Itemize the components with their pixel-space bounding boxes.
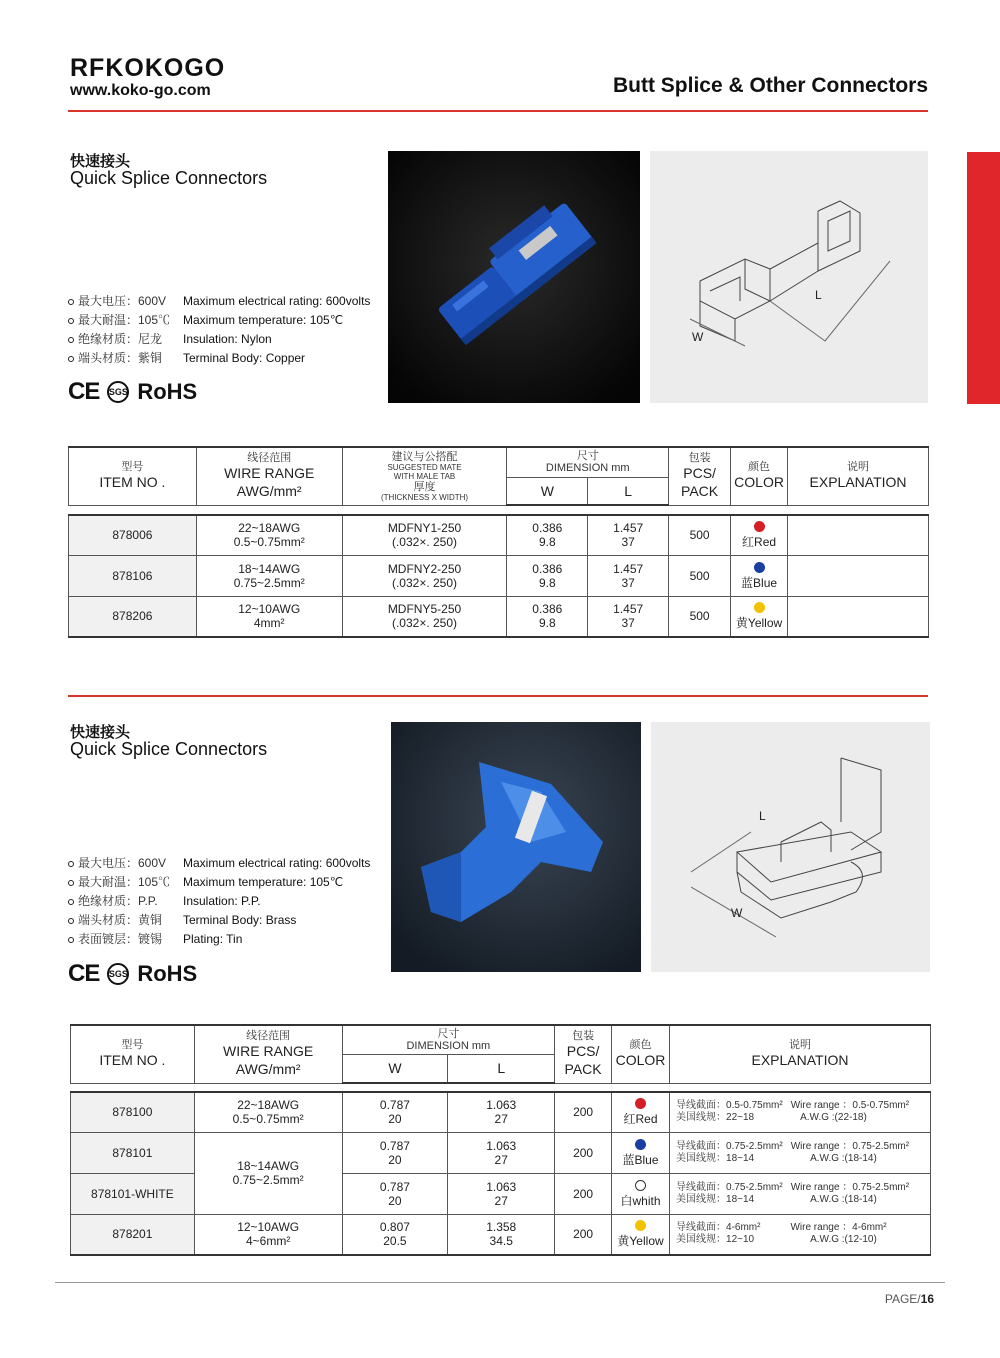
white-dot-icon: [635, 1180, 646, 1191]
rohs-mark: RoHS: [137, 379, 198, 404]
red-dot-icon: [635, 1098, 646, 1109]
page-number: PAGE/16: [884, 1292, 934, 1306]
ce-mark-icon: CE: [68, 960, 100, 987]
side-tab-marker: [967, 152, 1000, 404]
header-explanation: 说明 EXPLANATION: [788, 447, 929, 505]
section2-title-en: Quick Splice Connectors: [70, 739, 268, 759]
drawing-label-l: L: [815, 288, 822, 302]
sgs-mark-icon: SGS: [107, 381, 129, 403]
bullet-icon: [68, 299, 74, 305]
spec-item: 绝缘材质：尼龙 Insulation: Nylon: [68, 330, 370, 349]
bullet-icon: [68, 356, 74, 362]
spec-item: 最大电压：600V Maximum electrical rating: 600volts: [68, 292, 370, 311]
spec-item: 绝缘材质：P.P. Insulation: P.P.: [68, 892, 370, 911]
section2-spec-list: [68, 854, 370, 949]
bullet-icon: [68, 880, 74, 886]
spec-item: 表面镀层：镀锡 Plating: Tin: [68, 930, 370, 949]
bullet-icon: [68, 318, 74, 324]
table-row: 878206 12~10AWG 4mm² MDFNY5-250 (.032×. 250) 0.386 9.8 1.457 37 500 黄Yellow: [69, 596, 929, 637]
section1-technical-drawing: [650, 151, 928, 403]
spec-item: 端头材质：黄铜 Terminal Body: Brass: [68, 911, 370, 930]
sgs-mark-icon: SGS: [107, 963, 129, 985]
table-row: 878101 18~14AWG 0.75~2.5mm² 0.787 20 1.063 27 200 蓝Blue 导线截面：0.75-2.5mm² Wire range ：0.75-2.5mm² 美国线规：18~14 A.W.G :(18-14): [71, 1132, 931, 1173]
header-dimension: 尺寸 DIMENSION mm: [342, 1025, 555, 1054]
spec-item: 端头材质：紫铜 Terminal Body: Copper: [68, 349, 370, 368]
drawing-label-w: W: [731, 906, 743, 920]
header-color: 颜色 COLOR: [731, 447, 788, 505]
section2-title-cn: 快速接头: [70, 724, 131, 741]
table-row: 878100 22~18AWG 0.5~0.75mm² 0.787 20 1.063 27 200 红Red 导线截面：0.5-0.75mm² Wire range ：0.5-0.75mm² 美国线规：22~18 A.W.G :(22-18): [71, 1092, 931, 1132]
header-suggested-mate: 建议与公搭配 SUGGESTED MATE WITH MALE TAB 厚度 (THICKNESS X WIDTH): [342, 447, 507, 505]
header-wire-range: 线径范围 WIRE RANGE AWG/mm²: [194, 1025, 342, 1083]
header-pack: 包装 PCS/ PACK: [669, 447, 731, 505]
ce-mark-icon: CE: [68, 378, 100, 405]
bullet-icon: [68, 899, 74, 905]
page-title: Butt Splice & Other Connectors: [612, 74, 928, 97]
section2-technical-drawing: [651, 722, 930, 972]
header-divider: [68, 110, 928, 112]
section1-title-en: Quick Splice Connectors: [70, 168, 268, 188]
bullet-icon: [68, 337, 74, 343]
header-explanation: 说明 EXPLANATION: [670, 1025, 931, 1083]
spec-item: 最大耐温：105℃ Maximum temperature: 105℃: [68, 873, 370, 892]
bullet-icon: [68, 937, 74, 943]
header-item: 型号 ITEM NO .: [69, 447, 197, 505]
header-dimension: 尺寸 DIMENSION mm: [507, 447, 669, 477]
table-row: 878101-WHITE 0.787 20 1.063 27 200 白whith 导线截面：0.75-2.5mm² Wire range ：0.75-2.5mm² 美国线规：18~14 A.W.G :(18-14): [71, 1173, 931, 1214]
bullet-icon: [68, 918, 74, 924]
header-color: 颜色 COLOR: [612, 1025, 670, 1083]
section2-spec-table: [70, 1024, 931, 1256]
table-row: 878106 18~14AWG 0.75~2.5mm² MDFNY2-250 (.032×. 250) 0.386 9.8 1.457 37 500 蓝Blue: [69, 555, 929, 596]
header-dim-w: W: [342, 1054, 448, 1083]
header-pack: 包装 PCS/ PACK: [555, 1025, 612, 1083]
section2-product-photo: [391, 722, 641, 972]
section1-spec-table: [68, 446, 929, 638]
table-row: 878201 12~10AWG 4~6mm² 0.807 20.5 1.358 34.5 200 黄Yellow 导线截面：4-6mm² Wire range ：4-6mm² 美国线规：12~10 A.W.G :(12-10): [71, 1214, 931, 1255]
section1-certifications: [68, 378, 197, 406]
yellow-dot-icon: [635, 1220, 646, 1231]
section1-title-cn: 快速接头: [70, 153, 131, 170]
website-url: www.koko-go.com: [70, 82, 211, 99]
header-dim-w: W: [507, 477, 588, 505]
yellow-dot-icon: [754, 602, 765, 613]
bullet-icon: [68, 861, 74, 867]
section1-product-photo: [388, 151, 640, 403]
drawing-label-w: W: [692, 330, 704, 344]
rohs-mark: RoHS: [137, 961, 198, 986]
section-divider: [68, 695, 928, 697]
header-dim-l: L: [448, 1054, 555, 1083]
table-row: 878006 22~18AWG 0.5~0.75mm² MDFNY1-250 (.032×. 250) 0.386 9.8 1.457 37 500 红Red: [69, 515, 929, 555]
brand-logo: RFKOKOGO: [70, 54, 226, 82]
header-wire-range: 线径范围 WIRE RANGE AWG/mm²: [196, 447, 342, 505]
blue-dot-icon: [635, 1139, 646, 1150]
drawing-label-l: L: [759, 809, 766, 823]
spec-item: 最大耐温：105℃ Maximum temperature: 105℃: [68, 311, 370, 330]
spec-item: 最大电压：600V Maximum electrical rating: 600volts: [68, 854, 370, 873]
header-dim-l: L: [588, 477, 669, 505]
section1-spec-list: [68, 292, 370, 368]
header-item: 型号 ITEM NO .: [71, 1025, 195, 1083]
red-dot-icon: [754, 521, 765, 532]
footer-divider: [55, 1282, 945, 1283]
blue-dot-icon: [754, 562, 765, 573]
section2-certifications: [68, 960, 197, 988]
